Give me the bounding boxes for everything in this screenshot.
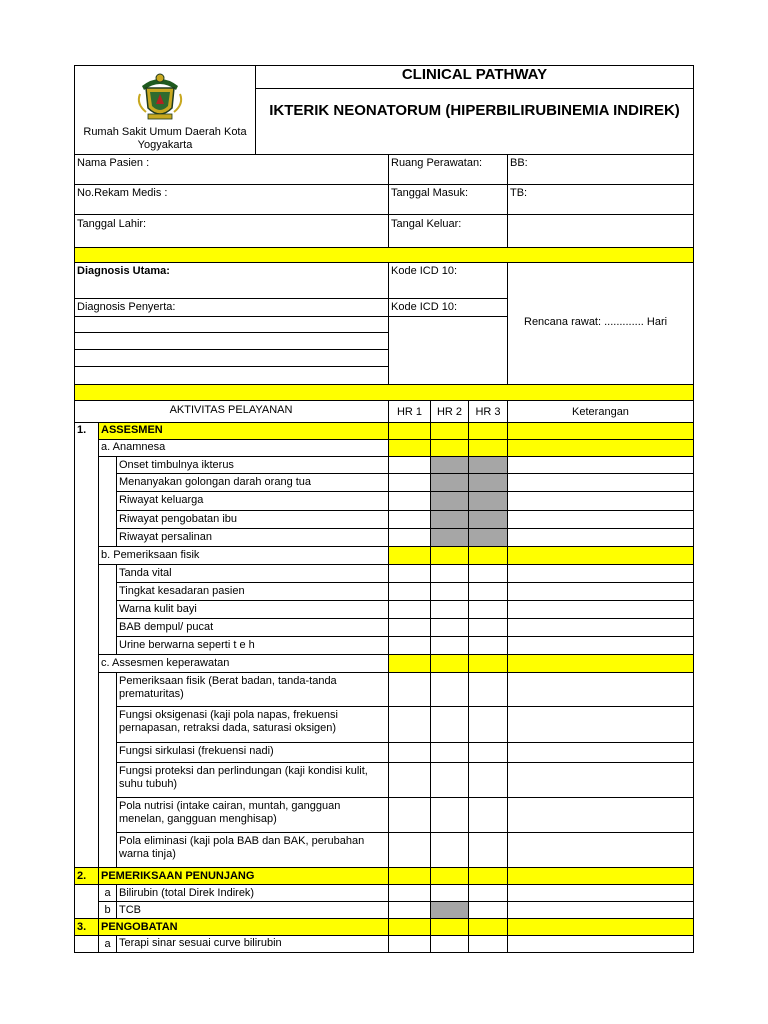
list-item: Riwayat pengobatan ibu: [119, 513, 238, 525]
hr3-header: HR 3: [475, 406, 501, 418]
section-highlight: [388, 546, 694, 564]
list-item: Terapi sinar sesuai curve bilirubin: [119, 937, 282, 949]
subsection-anamnesa: a. Anamnesa: [101, 441, 166, 453]
hospital-name: Rumah Sakit Umum Daerah Kota Yogyakarta: [83, 126, 247, 151]
section-title-pengobatan: PENGOBATAN: [101, 921, 178, 933]
tb-label: TB:: [510, 187, 528, 199]
kode-icd-label: Kode ICD 10:: [391, 301, 458, 313]
nama-pasien-label: Nama Pasien :: [77, 157, 150, 169]
list-item: Fungsi proteksi dan perlindungan (kaji kondisi kulit, suhu tubuh): [119, 765, 368, 790]
rencana-rawat-label: Rencana rawat: ............. Hari: [524, 316, 668, 328]
shaded-cells: [430, 901, 468, 918]
item-letter: a: [104, 938, 111, 950]
subsection-pemeriksaan-fisik: b. Pemeriksaan fisik: [101, 549, 200, 561]
no-rekam-medis-label: No.Rekam Medis :: [77, 187, 168, 199]
list-item: Pola eliminasi (kaji pola BAB dan BAK, perubahan warna tinja): [119, 835, 365, 860]
list-item: Urine berwarna seperti t e h: [119, 639, 255, 651]
list-item: Tanda vital: [119, 567, 172, 579]
keterangan-header: Keterangan: [572, 406, 629, 418]
section-number: 3.: [77, 921, 87, 933]
list-item: Pemeriksaan fisik (Berat badan, tanda-tanda prematuritas): [119, 675, 337, 700]
separator-band: [74, 384, 694, 400]
section-highlight: [388, 654, 694, 672]
subsection-assesmen-keperawatan: c. Assesmen keperawatan: [101, 657, 230, 669]
aktivitas-header: AKTIVITAS PELAYANAN: [169, 404, 293, 416]
diagnosis-penyerta-label: Diagnosis Penyerta:: [77, 301, 176, 313]
page-title: CLINICAL PATHWAY: [401, 66, 548, 83]
list-item: Pola nutrisi (intake cairan, muntah, gangguan menelan, gangguan menghisap): [119, 800, 341, 825]
list-item: TCB: [119, 904, 141, 916]
list-item: Fungsi oksigenasi (kaji pola napas, frekuensi pernapasan, retraksi dada, saturasi oksigen): [119, 709, 338, 734]
section-number: 2.: [77, 870, 87, 882]
list-item: Riwayat keluarga: [119, 494, 204, 506]
diagnosis-utama-label: Diagnosis Utama:: [77, 265, 170, 277]
list-item: Tingkat kesadaran pasien: [119, 585, 245, 597]
section-number: 1.: [77, 424, 87, 436]
hr1-header: HR 1: [396, 406, 423, 418]
section-title-pemeriksaan-penunjang: PEMERIKSAAN PENUNJANG: [101, 870, 255, 882]
separator-band: [74, 247, 694, 262]
page-subtitle: IKTERIK NEONATORUM (HIPERBILIRUBINEMIA INDIREK): [269, 102, 680, 119]
item-letter: a: [104, 887, 111, 899]
kode-icd-label: Kode ICD 10:: [391, 265, 458, 277]
tanggal-keluar-label: Tangal Keluar:: [391, 218, 462, 230]
tanggal-lahir-label: Tanggal Lahir:: [77, 218, 147, 230]
bb-label: BB:: [510, 157, 528, 169]
list-item: Warna kulit bayi: [119, 603, 197, 615]
hr2-header: HR 2: [436, 406, 463, 418]
list-item: Fungsi sirkulasi (frekuensi nadi): [119, 745, 274, 757]
item-letter: b: [104, 904, 111, 916]
hospital-crest-icon: [132, 68, 188, 124]
tanggal-masuk-label: Tanggal Masuk:: [391, 187, 469, 199]
section-title-assesmen: ASSESMEN: [101, 424, 163, 436]
list-item: Onset timbulnya ikterus: [119, 459, 234, 471]
list-item: Menanyakan golongan darah orang tua: [119, 476, 312, 488]
list-item: Bilirubin (total Direk Indirek): [119, 887, 255, 899]
ruang-perawatan-label: Ruang Perawatan:: [391, 157, 483, 169]
list-item: BAB dempul/ pucat: [119, 621, 214, 633]
list-item: Riwayat persalinan: [119, 531, 212, 543]
